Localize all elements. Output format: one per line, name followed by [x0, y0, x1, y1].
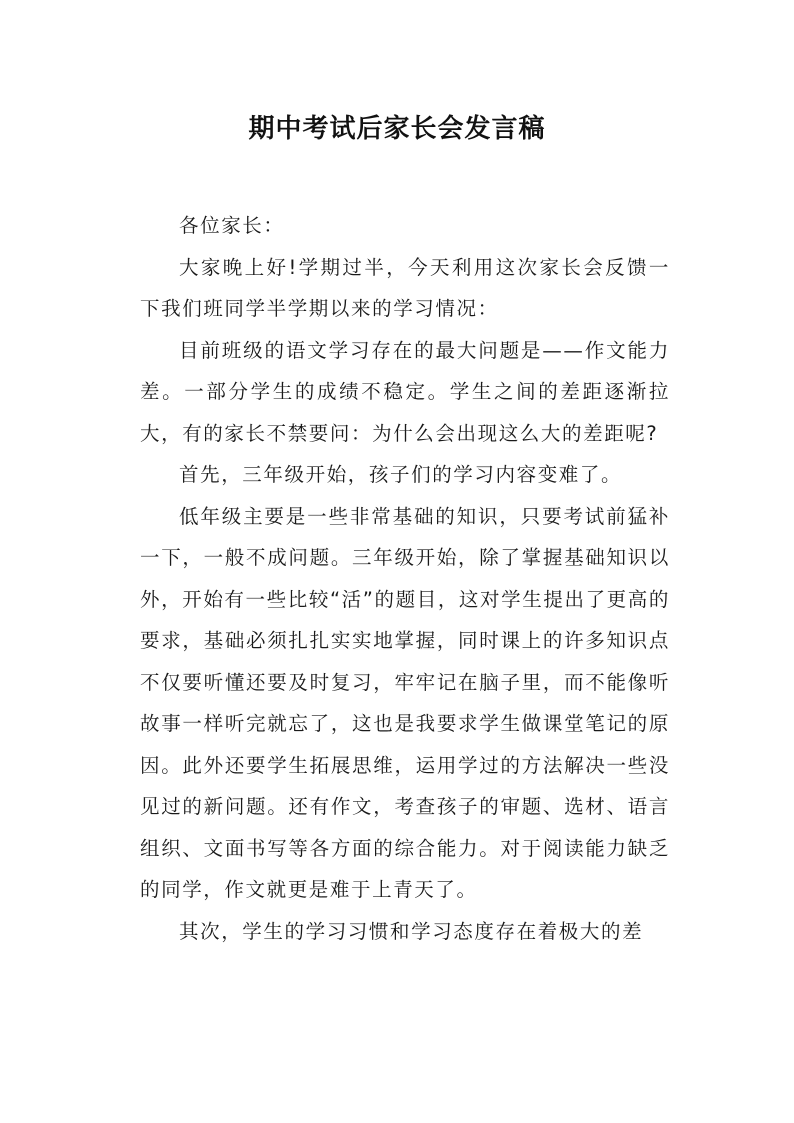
paragraph-explanation: 低年级主要是一些非常基础的知识，只要考试前猛补一下，一般不成问题。三年级开始，除了掌握基础知识以外，开始有一些比较“活”的题目，这对学生提出了更高的要求，基础必须扎扎实实地掌握，同时课上的许多知识点不仅要听懂还要及时复习，牢牢记在脑子里，而不能像听故事一样听完就忘了，这也是我要求学生做课堂笔记的原因。此外还要学生拓展思维，运用学过的方法解决一些没见过的新问题。还有作文，考查孩子的审题、选材、语言组织、文面书写等各方面的综合能力。对于阅读能力缺乏的同学，作文就更是难于上青天了。 — [140, 504, 670, 901]
document-title: 期中考试后家长会发言稿 — [248, 114, 546, 144]
paragraph-problem: 目前班级的语文学习存在的最大问题是——作文能力差。一部分学生的成绩不稳定。学生之间的差距逐渐拉大，有的家长不禁要问：为什么会出现这么大的差距呢? — [140, 338, 670, 445]
paragraph-greeting: 大家晚上好!学期过半，今天利用这次家长会反馈一下我们班同学半学期以来的学习情况： — [140, 255, 670, 320]
paragraph-salutation: 各位家长： — [179, 214, 285, 237]
paragraph-second: 其次，学生的学习习惯和学习态度存在着极大的差 — [179, 919, 644, 943]
paragraph-first: 首先，三年级开始，孩子们的学习内容变难了。 — [179, 463, 623, 486]
document-body — [140, 205, 670, 952]
